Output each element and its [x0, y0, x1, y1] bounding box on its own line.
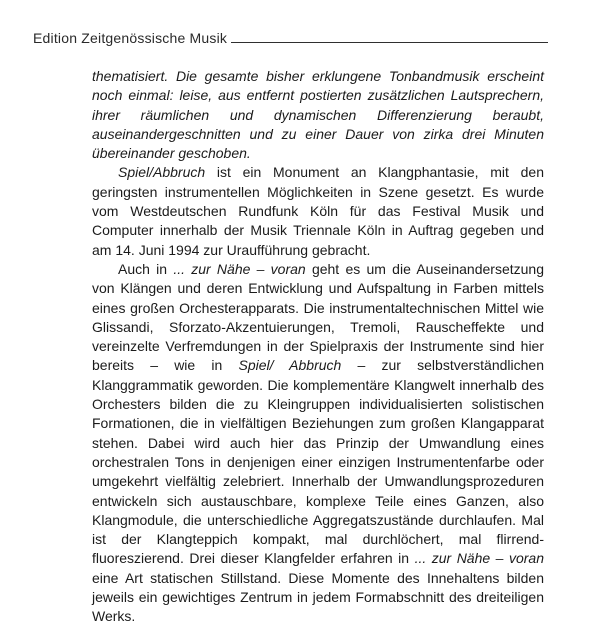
series-title: Edition Zeitgenössische Musik	[33, 30, 228, 46]
paragraph-3-text-c: – zur selbstverständlichen Klanggrammatik geworden. Die komplementäre Klangwelt innerhalb des Orchesters bilden die zu Kleingruppen individualisierten solistischen Formationen, die in vielfältigen Beziehungen zum großen Klangapparat stehen. Dabei wird auch hier das Prinzip der Umwandlung eines orchestralen Tons in denjenigen einer einzigen Instrumentenfarbe oder umgekehrt vielfältig zelebriert. Innerhalb der Umwandlungsprozeduren entwickeln sich austauschbare, komplexe Teile eines Ganzen, also Klangmodule, die unterschiedliche Aggregatszustände durchlaufen. Mal ist der Klangteppich kompakt, mal durchlöchert, mal flirrend-fluoreszierend. Drei dieser Klangfelder erfahren in	[92, 357, 544, 567]
work-title-spiel-abbruch-2: Spiel/ Abbruch	[238, 357, 342, 374]
page-header	[33, 30, 548, 52]
paragraph-2	[92, 163, 544, 259]
work-title-zur-naehe-voran-2: ... zur Nähe – voran	[414, 550, 544, 567]
paragraph-3-text-d: eine Art statischen Stillstand. Diese Momente des Innehaltens bilden jeweils ein gewichtiges Zentrum in jedem Formabschnitt des dreiteiligen Werks.	[92, 569, 544, 625]
paragraph-3-text-a: Auch in	[118, 260, 174, 277]
work-title-zur-naehe-voran: ... zur Nähe – voran	[173, 260, 306, 277]
paragraph-3	[92, 260, 544, 627]
paragraph-1: thematisiert. Die gesamte bisher erklungene Tonbandmusik erscheint noch einmal: leise, aus entfernt postierten zusätzlichen Lautsprechern, ihrer räumlichen und dynamischen Differenzierung beraubt, auseinandergeschnitten und zu einer Dauer von zirka drei Minuten übereinander geschoben.	[92, 68, 544, 162]
body-text	[92, 67, 544, 627]
paragraph-3-text-b: geht es um die Auseinandersetzung von Klängen und deren Entwicklung und Aufspaltung in Farben mittels eines großen Orchesterapparats. Die instrumentaltechnischen Mittel wie Glissandi, Sforzato-Akzentuierungen, Tremoli, Rauscheffekte und vereinzelte Verfremdungen in der Spielpraxis der Instrumente sind hier bereits – wie in	[92, 260, 544, 374]
header-rule	[231, 42, 548, 43]
paragraph-2-text: ist ein Monument an Klangphantasie, mit den geringsten instrumentellen Möglichkeiten in Szene gesetzt. Es wurde vom Westdeutschen Rundfunk Köln für das Festival Musik und Computer innerhalb der Musik Triennale Köln in Auftrag gegeben und am 14. Juni 1994 zur Uraufführung gebracht.	[92, 164, 544, 258]
work-title-spiel-abbruch: Spiel/Abbruch	[118, 164, 206, 181]
